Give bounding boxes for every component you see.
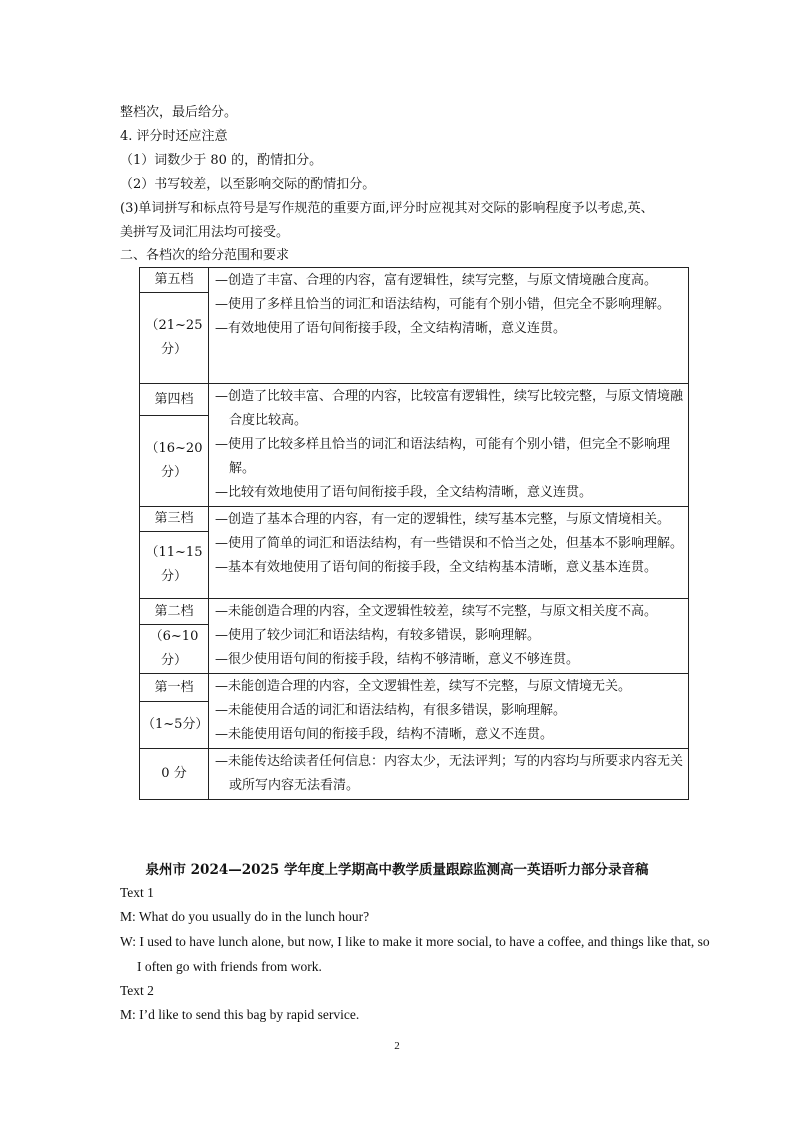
criterion: —使用了较少词汇和语法结构，有较多错误，影响理解。: [215, 628, 541, 643]
section-heading: 二、各档次的给分范围和要求: [120, 248, 290, 263]
grade-name: 第三档: [140, 507, 209, 532]
criterion: —基本有效地使用了语句间的衔接手段，全文结构基本清晰，意义基本连贯。: [215, 560, 658, 575]
criterion: —未能传达给读者任何信息：内容太少，无法评判；写的内容均与所要求内容无关或所写内容无法看清。: [215, 754, 684, 793]
criterion: —未能使用合适的词汇和语法结构，有很多错误，影响理解。: [215, 703, 567, 718]
text1-man: M: What do you usually do in the lunch hour?: [120, 909, 370, 924]
grade-desc: [209, 268, 689, 384]
rubric-row-0: [140, 749, 689, 800]
rubric-row-2: [140, 599, 689, 625]
grade-name: 第二档: [140, 599, 209, 625]
criterion: —未能创造合理的内容，全文逻辑性较差，续写不完整，与原文相关度不高。: [215, 604, 658, 619]
intro-line-2: 4. 评分时还应注意: [120, 129, 228, 144]
rubric-row-5: [140, 268, 689, 293]
grade-range: （1~5分）: [140, 702, 209, 749]
criterion: —创造了丰富、合理的内容，富有逻辑性，续写完整，与原文情境融合度高。: [215, 273, 658, 288]
criterion: —比较有效地使用了语句间衔接手段，全文结构清晰，意义连贯。: [215, 485, 593, 500]
grade-range: （21~25分）: [140, 293, 209, 384]
criterion: —使用了多样且恰当的词汇和语法结构，可能有个别小错，但完全不影响理解。: [215, 297, 671, 312]
rubric-row-4: [140, 384, 689, 416]
text1-label: Text 1: [120, 885, 154, 900]
text2-label: Text 2: [120, 983, 154, 998]
transcript-title: 泉州市 2024—2025 学年度上学期高中教学质量跟踪监测高一英语听力部分录音稿: [145, 862, 649, 878]
criterion: —有效地使用了语句间衔接手段，全文结构清晰，意义连贯。: [215, 321, 567, 336]
grade-name: 第五档: [140, 268, 209, 293]
rubric-row-1: [140, 674, 689, 702]
text1-woman: W: I used to have lunch alone, but now, I like to make it more social, to have a coffee, and things like that, so I often go with friends from work.: [120, 934, 710, 974]
grade-desc: [209, 384, 689, 507]
grade-range: （11~15分）: [140, 532, 209, 599]
grade-name: 第一档: [140, 674, 209, 702]
criterion: —创造了基本合理的内容，有一定的逻辑性，续写基本完整，与原文情境相关。: [215, 512, 671, 527]
intro-line-4: （2）书写较差，以至影响交际的酌情扣分。: [120, 177, 376, 192]
page-number: 2: [394, 1040, 400, 1052]
criterion: —创造了比较丰富、合理的内容，比较富有逻辑性，续写比较完整，与原文情境融合度比较高。: [215, 389, 684, 428]
rubric-row-3: [140, 507, 689, 532]
criterion: —很少使用语句间的衔接手段，结构不够清晰，意义不够连贯。: [215, 652, 580, 667]
intro-line-5a: (3)单词拼写和标点符号是写作规范的重要方面,评分时应视其对交际的影响程度予以考虑,英、: [120, 201, 654, 216]
criterion: —使用了比较多样且恰当的词汇和语法结构，可能有个别小错，但完全不影响理解。: [215, 437, 671, 476]
grade-desc: [209, 599, 689, 674]
grade-desc: [209, 749, 689, 800]
criterion: —使用了简单的词汇和语法结构，有一些错误和不恰当之处，但基本不影响理解。: [215, 536, 684, 551]
grade-range: （6~10分）: [140, 625, 209, 674]
text2-man: M: I’d like to send this bag by rapid service.: [120, 1007, 360, 1022]
grade-desc: [209, 507, 689, 599]
intro-line-1: 整档次，最后给分。: [120, 105, 238, 120]
rubric-table: [139, 267, 689, 800]
intro-line-5b: 美拼写及词汇用法均可接受。: [120, 225, 290, 240]
grade-name: 第四档: [140, 384, 209, 416]
intro-line-3: （1）词数少于 80 的，酌情扣分。: [120, 153, 323, 168]
grade-name: 0 分: [140, 749, 209, 800]
criterion: —未能使用语句间的衔接手段，结构不清晰，意义不连贯。: [215, 727, 554, 742]
grade-desc: [209, 674, 689, 749]
criterion: —未能创造合理的内容，全文逻辑性差，续写不完整，与原文情境无关。: [215, 679, 632, 694]
grade-range: （16~20分）: [140, 416, 209, 507]
